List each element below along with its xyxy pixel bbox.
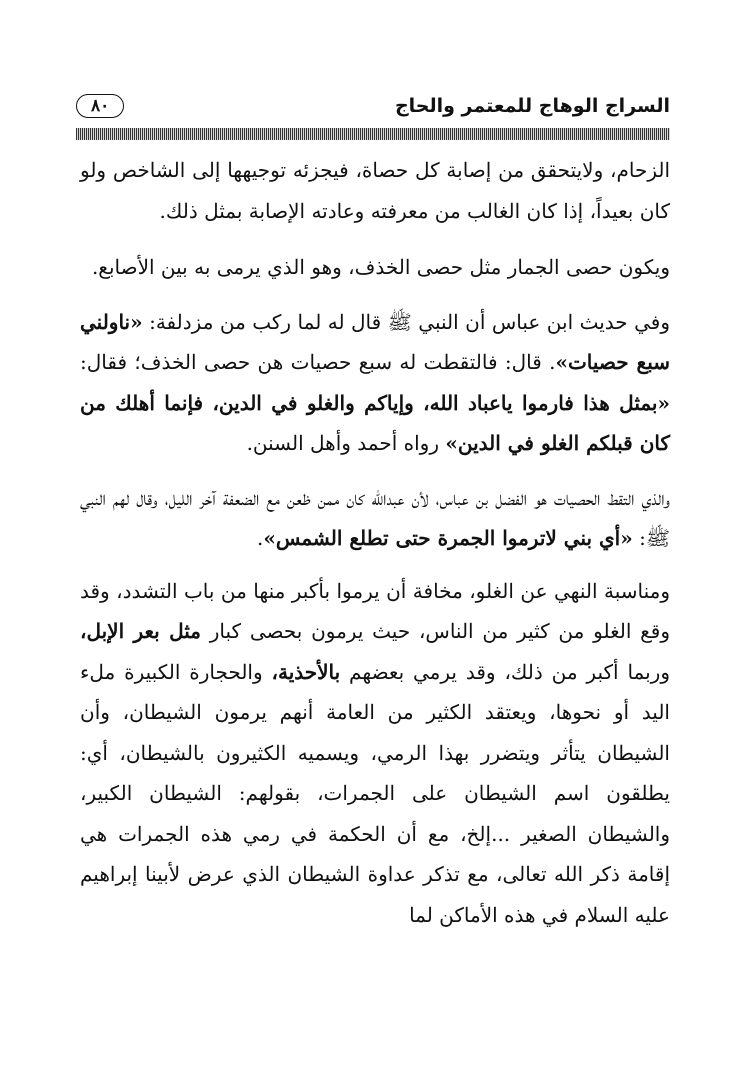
- text-run: رواه أحمد وأهل السنن.: [246, 431, 446, 455]
- page-header: [76, 88, 670, 124]
- emphasis: مثل بعر الإبل،: [80, 619, 201, 643]
- paragraph: [80, 478, 670, 559]
- page-number: ٨٠: [76, 94, 124, 118]
- text-run: وفي حديث ابن عباس أن النبي ﷺ قال له لما ركب من مزدلفة:: [142, 309, 670, 334]
- text-run: الزحام، ولايتحقق من إصابة كل حصاة، فيجزئه توجيهها إلى الشاخص ولو كان بعيداً، إذا كان الغالب من معرفته وعادته الإصابة بمثل ذلك.: [80, 158, 670, 223]
- emphasis: بالأحذية،: [271, 659, 341, 684]
- paragraph: [80, 150, 670, 231]
- text-run: . قال: فالتقطت له سبع حصيات هن حصى الخذف؛ فقال:: [80, 350, 556, 374]
- hadith-quote: «بمثل هذا فارموا ياعباد الله، وإياكم والغلو في الدين، فإنما أهلك من كان قبلكم الغلو في الدين»: [80, 390, 670, 455]
- text-run: .: [257, 526, 264, 550]
- text-run: ومناسبة النهي عن الغلو، مخافة أن يرموا بأكبر منها من باب التشدد، وقد وقع الغلو من كثير من الناس، حيث يرمون بحصى كبار: [80, 578, 670, 643]
- text-run: وربما أكبر من ذلك، وقد يرمي بعضهم: [340, 659, 670, 684]
- paragraph: [80, 571, 670, 936]
- body-text: [80, 150, 670, 949]
- text-run: والذي التقط الحصيات هو الفضل بن عباس، لأن عبدالله كان ممن ظعن مع الضعفة آخر الليل، وقال لهم النبي ﷺ:: [80, 485, 670, 550]
- hadith-quote: «أي بني لاترموا الجمرة حتى تطلع الشمس»: [263, 526, 633, 550]
- paragraph: [80, 247, 670, 288]
- paragraph: [80, 302, 670, 464]
- text-run: ويكون حصى الجمار مثل حصى الخذف، وهو الذي يرمى به بين الأصابع.: [91, 255, 670, 279]
- running-title: السراج الوهاج للمعتمر والحاج: [394, 95, 670, 117]
- text-run: والحجارة الكبيرة ملء اليد أو نحوها، ويعتقد الكثير من العامة أنهم يرمون الشيطان، وأن الشيطان يتأثر ويتضرر بهذا الرمي، ويسميه الكثيرون بالشيطان، أي: يطلقون اسم الشيطان على الجمرات، بقولهم: الشيطان الكبير، والشيطان الصغير ...إلخ، مع أن الحكمة في رمي هذه الجمرات هي إقامة ذكر الله تعالى، مع تذكر عداوة الشيطان الذي عرض لأبينا إبراهيم عليه السلام في هذه الأماكن لما: [80, 659, 670, 927]
- header-rule: [76, 128, 670, 140]
- hadith-quote: «ناولني سبع حصيات»: [80, 309, 670, 374]
